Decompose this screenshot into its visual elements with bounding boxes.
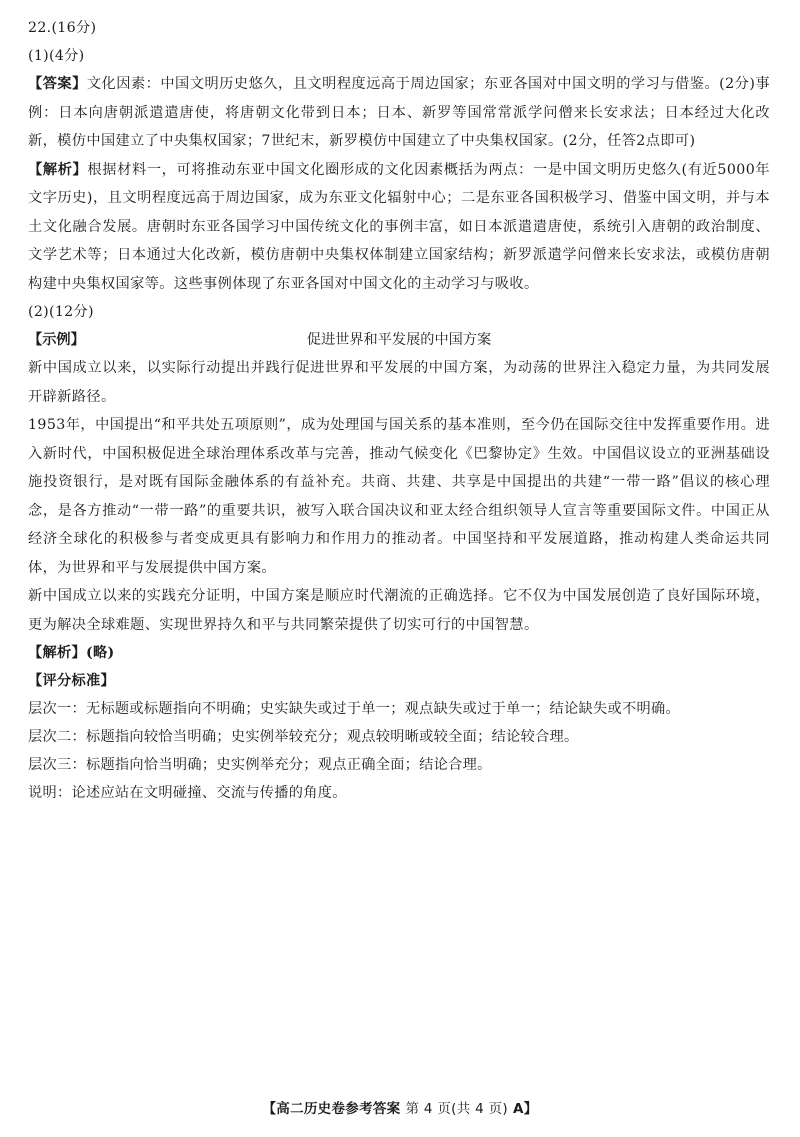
part-2-label: (2)(12分) xyxy=(28,304,94,320)
example-tag: 【示例】 xyxy=(28,332,85,348)
page-footer xyxy=(0,1097,800,1117)
analysis-omitted: 【解析】(略) xyxy=(28,645,115,661)
essay-paragraph: 新中国成立以来的实践充分证明，中国方案是顺应时代潮流的正确选择。它不仅为中国发展创造了良好国际环境，更为解决全球难题、实现世界持久和平与共同繁荣提供了切实可行的中国智慧。 xyxy=(28,588,770,633)
footer-version: A】 xyxy=(512,1101,538,1117)
criteria-level-2: 层次二：标题指向较恰当明确；史实例举较充分；观点较明晰或较全面；结论较合理。 xyxy=(28,729,579,745)
criteria-level-1: 层次一：无标题或标题指向不明确；史实缺失或过于单一；观点缺失或过于单一；结论缺失或不明确。 xyxy=(28,701,680,717)
part-1-analysis xyxy=(28,156,770,299)
criteria-level-3: 层次三：标题指向恰当明确；史实例举充分；观点正确全面；结论合理。 xyxy=(28,757,492,773)
question-22-header: 22.(16分) xyxy=(28,20,97,36)
essay-title: 促进世界和平发展的中国方案 xyxy=(306,332,492,348)
footer-page-info: 第 4 页(共 4 页) xyxy=(405,1101,508,1117)
criteria-tag: 【评分标准】 xyxy=(28,673,115,689)
criteria-note: 说明：论述应站在文明碰撞、交流与传播的角度。 xyxy=(28,785,347,801)
answer-tag: 【答案】 xyxy=(28,76,87,92)
footer-title: 【高二历史卷参考答案 xyxy=(262,1101,401,1117)
answer-text: 文化因素：中国文明历史悠久，且文明程度远高于周边国家；东亚各国对中国文明的学习与借鉴。(2分)事例：日本向唐朝派遣遣唐使，将唐朝文化带到日本；日本、新罗等国常常派学问僧来长安求法；日本经过大化改新，模仿中国建立了中央集权国家；7世纪末，新罗模仿中国建立了中央集权国家。(2分，任答2点即可) xyxy=(28,76,770,149)
essay-paragraph: 新中国成立以来，以实际行动提出并践行促进世界和平发展的中国方案，为动荡的世界注入稳定力量，为共同发展开辟新路径。 xyxy=(28,360,770,405)
example-title-row xyxy=(28,326,770,354)
essay-paragraph: 1953年，中国提出“和平共处五项原则”，成为处理国与国关系的基本准则，至今仍在国际交往中发挥重要作用。进入新时代，中国积极促进全球治理体系改革与完善，推动气候变化《巴黎协定》生效。中国倡议设立的亚洲基础设施投资银行，是对既有国际金融体系的有益补充。共商、共建、共享是中国提出的共建“一带一路”倡议的核心理念，是各方推动“一带一路”的重要共识，被写入联合国决议和亚太经合组织领导人宣言等重要国际文件。中国正从经济全球化的积极参与者变成更具有影响力和作用力的推动者。中国坚持和平发展道路，推动构建人类命运共同体，为世界和平与发展提供中国方案。 xyxy=(28,417,770,576)
part-1-label: (1)(4分) xyxy=(28,48,85,64)
analysis-text: 根据材料一，可将推动东亚中国文化圈形成的文化因素概括为两点：一是中国文明历史悠久(有近5000年文字历史)，且文明程度远高于周边国家，成为东亚文化辐射中心；二是东亚各国积极学习、借鉴中国文明，并与本土文化融合发展。唐朝时东亚各国学习中国传统文化的事例丰富，如日本派遣遣唐使，系统引入唐朝的政治制度、文学艺术等；日本通过大化改新，模仿唐朝中央集权体制建立国家结构；新罗派遣学问僧来长安求法，或模仿唐朝构建中央集权国家等。这些事例体现了东亚各国对中国文化的主动学习与吸收。 xyxy=(28,161,770,292)
part-1-answer xyxy=(28,70,770,156)
analysis-tag: 【解析】 xyxy=(28,161,88,178)
